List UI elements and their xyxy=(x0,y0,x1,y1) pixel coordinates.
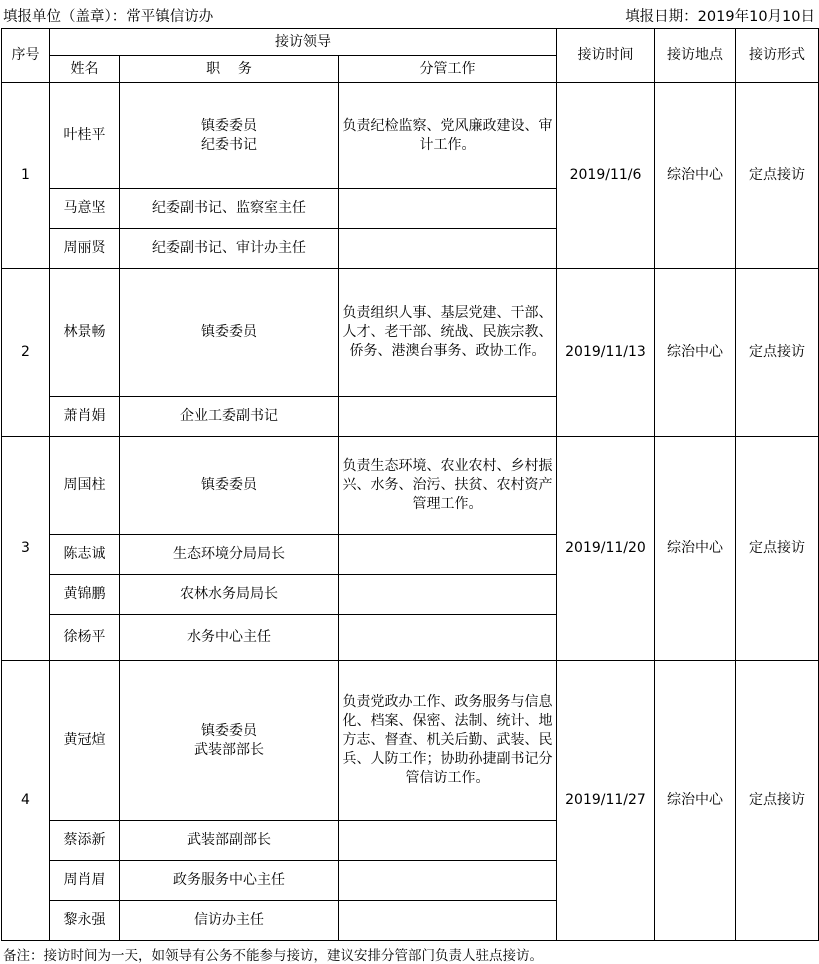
place-cell: 综治中心 xyxy=(655,269,736,437)
duties-cell xyxy=(339,901,557,941)
position-cell xyxy=(120,901,339,941)
duties-cell xyxy=(339,229,557,269)
name-cell: 叶桂平 xyxy=(50,83,120,189)
position-line: 武装部副部长 xyxy=(187,832,271,848)
name-cell: 陈志诚 xyxy=(50,535,120,575)
position-line: 镇委委员 xyxy=(201,722,257,739)
duties-cell: 负责生态环境、农业农村、乡村振兴、水务、治污、扶贫、农村资产管理工作。 xyxy=(339,437,557,535)
col-time: 接访时间 xyxy=(557,29,655,83)
time-cell: 2019/11/20 xyxy=(557,437,655,661)
form-cell: 定点接访 xyxy=(736,661,819,941)
name-cell: 萧肖娟 xyxy=(50,397,120,437)
duties-cell xyxy=(339,189,557,229)
time-cell: 2019/11/27 xyxy=(557,661,655,941)
position-cell xyxy=(120,397,339,437)
place-cell: 综治中心 xyxy=(655,83,736,269)
name-cell: 黄锦鹏 xyxy=(50,575,120,615)
name-cell: 周国柱 xyxy=(50,437,120,535)
col-duties: 分管工作 xyxy=(339,56,557,83)
position-line: 纪委书记 xyxy=(201,136,257,153)
visit-schedule-table xyxy=(1,28,819,941)
col-leader-group: 接访领导 xyxy=(50,29,557,56)
duties-cell xyxy=(339,535,557,575)
duties-cell xyxy=(339,861,557,901)
duties-cell xyxy=(339,615,557,661)
header-row-1 xyxy=(2,29,819,56)
name-cell: 马意坚 xyxy=(50,189,120,229)
col-place: 接访地点 xyxy=(655,29,736,83)
position-cell xyxy=(120,83,339,189)
name-cell: 周肖眉 xyxy=(50,861,120,901)
col-form: 接访形式 xyxy=(736,29,819,83)
name-cell: 黎永强 xyxy=(50,901,120,941)
duties-cell: 负责党政办工作、政务服务与信息化、档案、保密、法制、统计、地方志、督查、机关后勤、武装、民兵、人防工作；协助孙捷副书记分管信访工作。 xyxy=(339,661,557,821)
time-cell: 2019/11/6 xyxy=(557,83,655,269)
position-cell xyxy=(120,437,339,535)
position-line: 水务中心主任 xyxy=(187,629,271,645)
duties-cell: 负责纪检监察、党风廉政建设、审计工作。 xyxy=(339,83,557,189)
name-cell: 黄冠煊 xyxy=(50,661,120,821)
table-row xyxy=(2,437,819,535)
form-cell: 定点接访 xyxy=(736,437,819,661)
footnote: 备注：接访时间为一天，如领导有公务不能参与接访，建议安排分管部门负责人驻点接访。 xyxy=(3,948,543,964)
position-cell xyxy=(120,661,339,821)
position-cell xyxy=(120,229,339,269)
position-line: 企业工委副书记 xyxy=(180,408,278,424)
time-cell: 2019/11/13 xyxy=(557,269,655,437)
position-line: 政务服务中心主任 xyxy=(173,872,285,888)
seq-cell: 2 xyxy=(2,269,50,437)
position-line: 武装部部长 xyxy=(194,741,264,758)
position-line: 信访办主任 xyxy=(194,912,264,928)
duties-cell xyxy=(339,575,557,615)
name-cell: 林景畅 xyxy=(50,269,120,397)
position-cell xyxy=(120,575,339,615)
table-row xyxy=(2,661,819,821)
place-cell: 综治中心 xyxy=(655,437,736,661)
seq-cell: 1 xyxy=(2,83,50,269)
position-line: 纪委副书记、监察室主任 xyxy=(152,200,306,216)
name-cell: 蔡添新 xyxy=(50,821,120,861)
table-row xyxy=(2,83,819,189)
place-cell: 综治中心 xyxy=(655,661,736,941)
position-line: 镇委委员 xyxy=(201,117,257,134)
position-cell xyxy=(120,861,339,901)
col-position: 职 务 xyxy=(120,56,339,83)
duties-cell xyxy=(339,821,557,861)
position-cell xyxy=(120,269,339,397)
position-line: 农林水务局局长 xyxy=(180,586,278,602)
position-line: 镇委委员 xyxy=(201,477,257,493)
position-line: 镇委委员 xyxy=(201,324,257,340)
position-cell xyxy=(120,821,339,861)
form-cell: 定点接访 xyxy=(736,83,819,269)
position-cell xyxy=(120,189,339,229)
col-name: 姓名 xyxy=(50,56,120,83)
duties-cell: 负责组织人事、基层党建、干部、人才、老干部、统战、民族宗教、侨务、港澳台事务、政协工作。 xyxy=(339,269,557,397)
form-cell: 定点接访 xyxy=(736,269,819,437)
position-cell xyxy=(120,615,339,661)
col-seq: 序号 xyxy=(2,29,50,83)
report-header xyxy=(0,0,819,28)
position-cell xyxy=(120,535,339,575)
report-date: 填报日期：2019年10月10日 xyxy=(625,9,815,25)
position-line: 生态环境分局局长 xyxy=(173,546,285,562)
name-cell: 徐杨平 xyxy=(50,615,120,661)
reporting-unit: 填报单位（盖章）：常平镇信访办 xyxy=(3,9,214,25)
position-line: 纪委副书记、审计办主任 xyxy=(152,240,306,256)
seq-cell: 4 xyxy=(2,661,50,941)
duties-cell xyxy=(339,397,557,437)
name-cell: 周丽贤 xyxy=(50,229,120,269)
table-row xyxy=(2,269,819,397)
seq-cell: 3 xyxy=(2,437,50,661)
